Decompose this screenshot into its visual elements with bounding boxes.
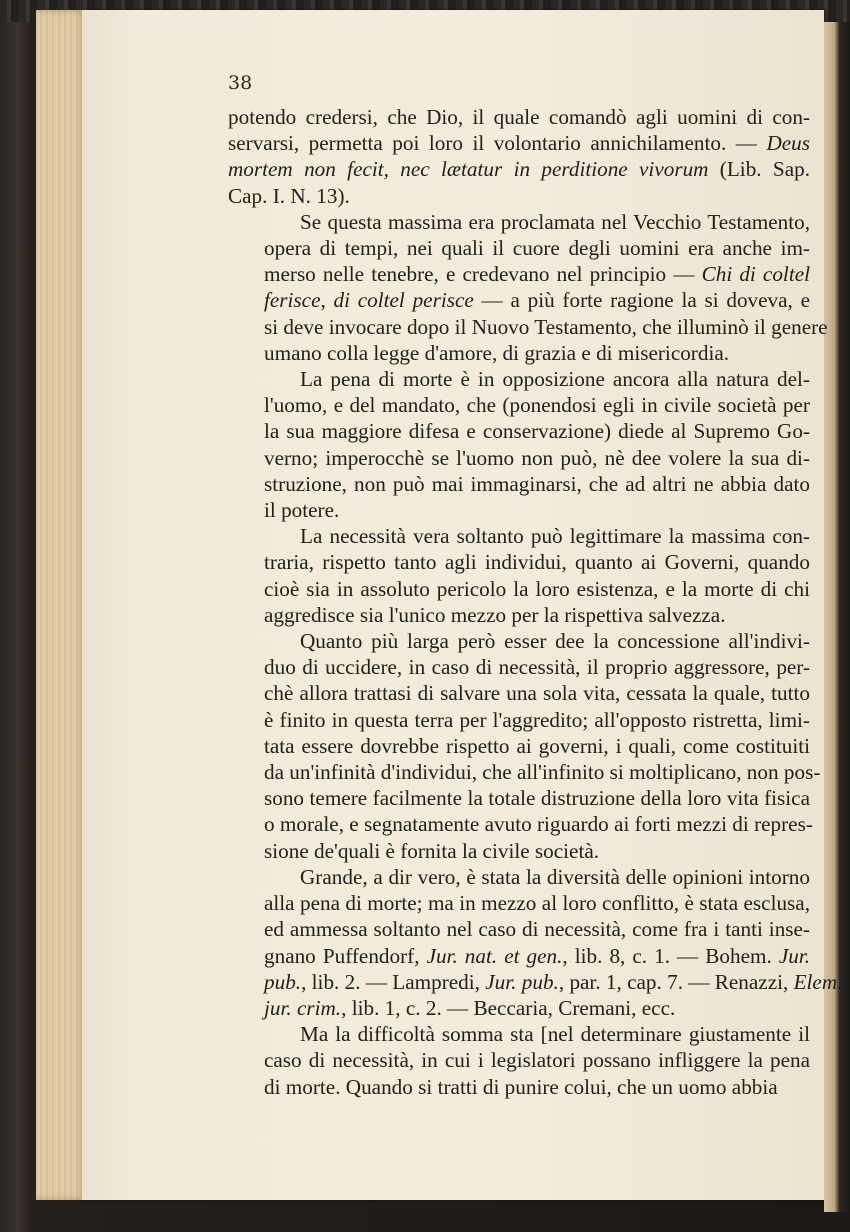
text-run: da un'infinità d'individui, che all'infinito si moltiplicano, non pos-	[264, 760, 821, 785]
text-line	[228, 287, 810, 313]
text-run: , par. 1, cap. 7. — Renazzi,	[558, 969, 794, 994]
text-line	[228, 733, 810, 759]
text-run: ,	[320, 288, 334, 313]
paragraph	[228, 104, 810, 209]
text-line	[228, 680, 810, 706]
text-line	[228, 1074, 810, 1100]
facing-page-edge	[824, 22, 850, 1212]
paragraph	[228, 1021, 810, 1100]
text-line	[228, 654, 810, 680]
text-run: Ma la difficoltà somma sta [nel determinare giustamente il	[300, 1022, 810, 1047]
text-line	[228, 995, 810, 1021]
text-line	[228, 838, 810, 864]
text-run: sono temere facilmente la totale distruzione della loro vita fisica	[264, 786, 810, 811]
text-line	[228, 576, 810, 602]
text-run: caso di necessità, in cui i legislatori possano infliggere la pena	[264, 1048, 810, 1073]
text-run: , lib. 8, c. 1. — Bohem.	[562, 943, 779, 968]
text-run: opera di tempi, nei quali il cuore degli uomini era anche im-	[264, 236, 810, 261]
text-run: l'uomo, e del mandato, che (ponendosi egli in civile società per	[264, 393, 810, 418]
text-run: La necessità vera soltanto può legittimare la massima con-	[300, 524, 810, 549]
text-line	[228, 1047, 810, 1073]
text-line	[228, 366, 810, 392]
text-run: merso nelle tenebre, e credevano nel principio —	[264, 262, 702, 287]
text-line	[228, 811, 813, 837]
italic-text: Jur.	[778, 943, 811, 968]
text-line	[228, 392, 810, 418]
text-line	[228, 183, 810, 209]
text-line	[228, 340, 810, 366]
text-line	[228, 785, 810, 811]
text-run: duo di uccidere, in caso di necessità, il proprio aggressore, per-	[264, 655, 810, 680]
text-run: il potere.	[264, 498, 340, 523]
text-line	[228, 445, 810, 471]
text-run: sione de'quali è fornita la civile società.	[264, 838, 600, 863]
paragraph	[228, 366, 810, 523]
text-run: potendo credersi, che Dio, il quale comandò agli uomini di con-	[228, 105, 810, 129]
italic-text: Deus	[766, 131, 810, 156]
text-line	[228, 156, 810, 182]
text-run: Se questa massima era proclamata nel Vecchio Testamento,	[300, 209, 810, 234]
italic-text: mortem non fecit, nec lætatur in perditione vivorum	[228, 157, 709, 182]
text-line	[228, 890, 810, 916]
text-run: (Lib. Sap.	[708, 157, 810, 182]
text-line	[228, 707, 810, 733]
text-line	[228, 209, 810, 235]
text-run: si deve invocare dopo il Nuovo Testamento, che illuminò il genere	[264, 314, 828, 339]
text-line	[228, 130, 810, 156]
text-run: Quanto più larga però esser dee la concessione all'indivi-	[300, 629, 810, 654]
text-line	[228, 523, 810, 549]
paragraph	[228, 864, 843, 1021]
text-run: servarsi, permetta poi loro il volontario annichilamento. —	[228, 131, 767, 156]
italic-text: pub.	[264, 969, 302, 994]
text-line	[228, 261, 810, 287]
text-run: tata essere dovrebbe rispetto ai governi, i quali, come costituiti	[264, 733, 810, 758]
text-line	[228, 235, 810, 261]
text-run: alla pena di morte; ma in mezzo al loro conflitto, è stata esclusa,	[264, 891, 810, 916]
text-run: verno; imperocchè se l'uomo non può, nè dee volere la sua di-	[264, 445, 810, 470]
paragraph	[228, 209, 828, 366]
page-number: 38	[228, 72, 253, 94]
text-line	[228, 314, 828, 340]
text-run: è finito in questa terra per l'aggredito; all'opposto ristretta, limi-	[264, 707, 810, 732]
text-line	[228, 916, 810, 942]
text-line	[228, 471, 810, 497]
italic-text: Jur. nat. et gen.	[426, 943, 563, 968]
page-edges	[36, 10, 88, 1200]
text-run: di morte. Quando si tratti di punire colui, che un uomo abbia	[264, 1074, 778, 1099]
text-run: struzione, non può mai immaginarsi, che ad altri ne abbia dato	[264, 471, 810, 496]
text-run: gnano Puffendorf,	[264, 943, 427, 968]
text-line	[228, 943, 810, 969]
text-run: la sua maggiore difesa e conservazione) diede al Supremo Go-	[264, 419, 810, 444]
text-line	[228, 1021, 810, 1047]
paragraph	[228, 628, 821, 864]
text-line	[228, 418, 810, 444]
text-run: o morale, e segnatamente avuto riguardo ai forti mezzi di repres-	[264, 812, 813, 837]
italic-text: Elem.	[793, 969, 843, 994]
text-line	[228, 602, 810, 628]
text-run: , lib. 1, c. 2. — Beccaria, Cremani, ecc.	[341, 995, 676, 1020]
text-line	[228, 759, 821, 785]
text-run: Grande, a dir vero, è stata la diversità delle opinioni intorno	[300, 864, 810, 889]
text-run: — a più forte ragione la si doveva, e	[473, 288, 811, 313]
text-line	[228, 104, 810, 130]
text-line	[228, 497, 810, 523]
text-run: umano colla legge d'amore, di grazia e di misericordia.	[264, 340, 730, 365]
text-line	[228, 549, 810, 575]
text-run: Cap. I. N. 13).	[228, 183, 350, 208]
italic-text: Jur. pub.	[485, 969, 559, 994]
text-run: aggredisce sia l'unico mezzo per la rispettiva salvezza.	[264, 602, 726, 627]
paragraph	[228, 523, 810, 628]
text-run: chè allora trattasi di salvare una sola vita, cessata la quale, tutto	[264, 681, 810, 706]
body-text	[228, 104, 843, 1100]
text-run: La pena di morte è in opposizione ancora alla natura del-	[300, 367, 810, 392]
text-run: , lib. 2. — Lampredi,	[301, 969, 486, 994]
text-run: ed ammessa soltanto nel caso di necessità, come fra i tanti inse-	[264, 917, 810, 942]
text-run: traria, rispetto tanto agli individui, quanto ai Governi, quando	[264, 550, 810, 575]
text-line	[228, 628, 810, 654]
text-line	[228, 864, 810, 890]
italic-text: di coltel perisce	[333, 288, 474, 313]
italic-text: ferisce	[264, 288, 321, 313]
text-line	[228, 969, 843, 995]
italic-text: jur. crim.	[264, 995, 342, 1020]
italic-text: Chi di coltel	[701, 262, 810, 287]
text-run: cioè sia in assoluto pericolo la loro esistenza, e la morte di chi	[264, 576, 810, 601]
